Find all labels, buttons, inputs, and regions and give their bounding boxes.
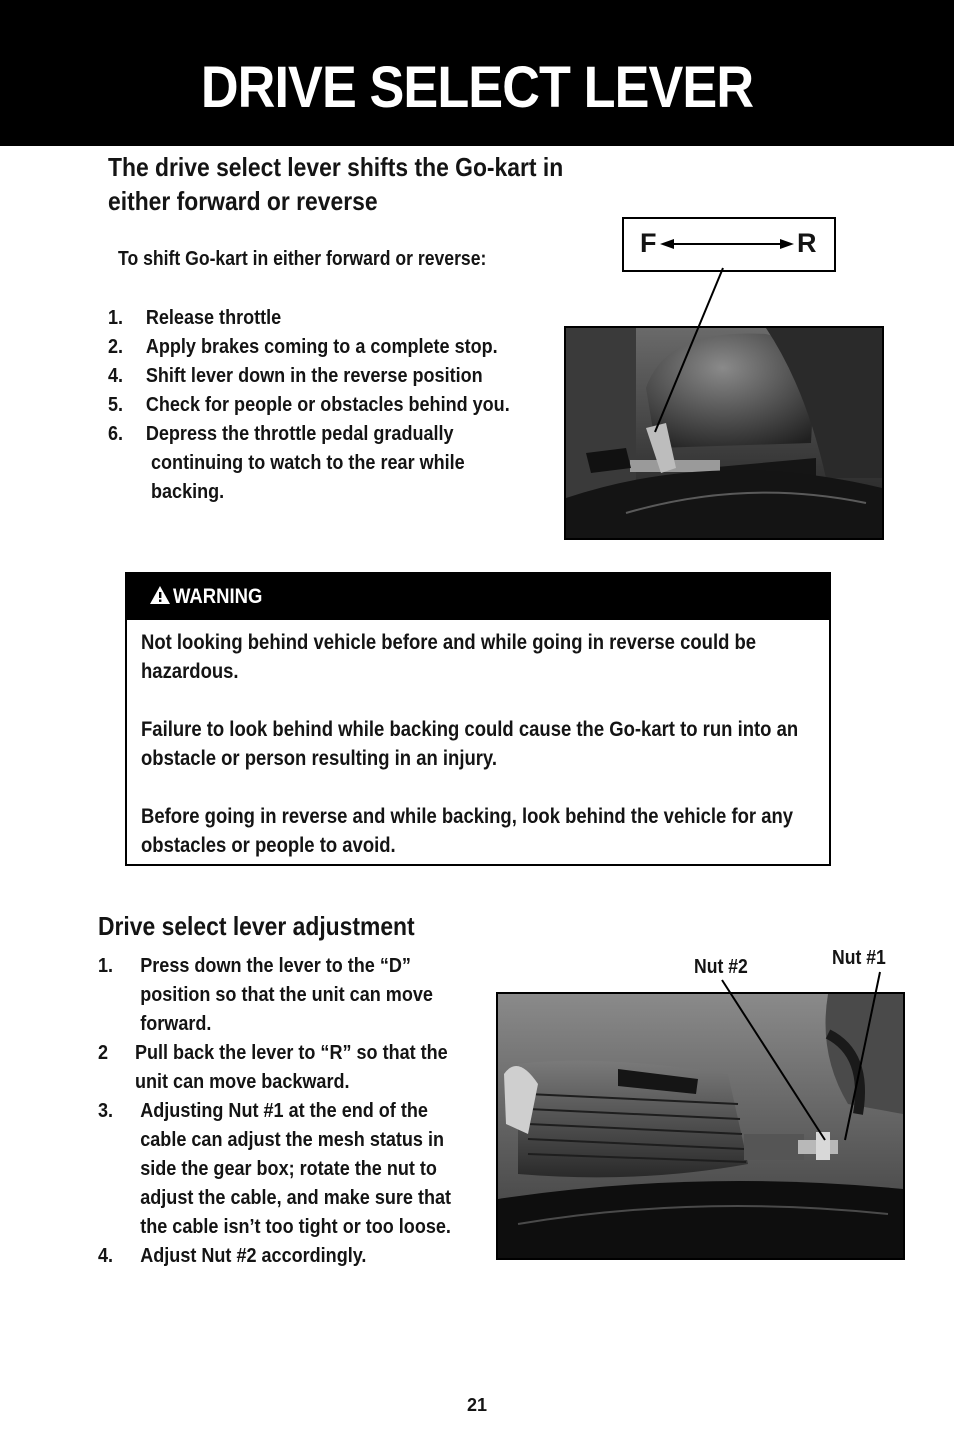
step-continuation: continuing to watch to the rear while	[151, 451, 465, 474]
page-title: DRIVE SELECT LEVER	[200, 55, 754, 120]
reverse-label: R	[797, 228, 817, 258]
shift-instructions-heading: To shift Go-kart in either forward or reverse:	[118, 248, 487, 270]
nut1-callout-label: Nut #1	[832, 947, 886, 969]
step-continuation: backing.	[151, 480, 225, 503]
warning-paragraph: Failure to look behind while backing could cause the Go-kart to run into an obstacle or person resulting in an injury.	[141, 718, 799, 770]
page-number: 21	[466, 1395, 488, 1415]
warning-paragraph: Before going in reverse and while backing, look behind the vehicle for any obstacles or people to avoid.	[141, 805, 794, 857]
warning-label: WARNING	[173, 585, 263, 608]
nut2-callout-label: Nut #2	[694, 956, 748, 978]
adjustment-heading: Drive select lever adjustment	[98, 911, 415, 941]
forward-label: F	[640, 228, 657, 258]
warning-paragraph: Not looking behind vehicle before and while going in reverse could be hazardous.	[141, 631, 757, 683]
section-heading: The drive select lever shifts the Go-kart in either forward or reverse	[108, 152, 564, 216]
